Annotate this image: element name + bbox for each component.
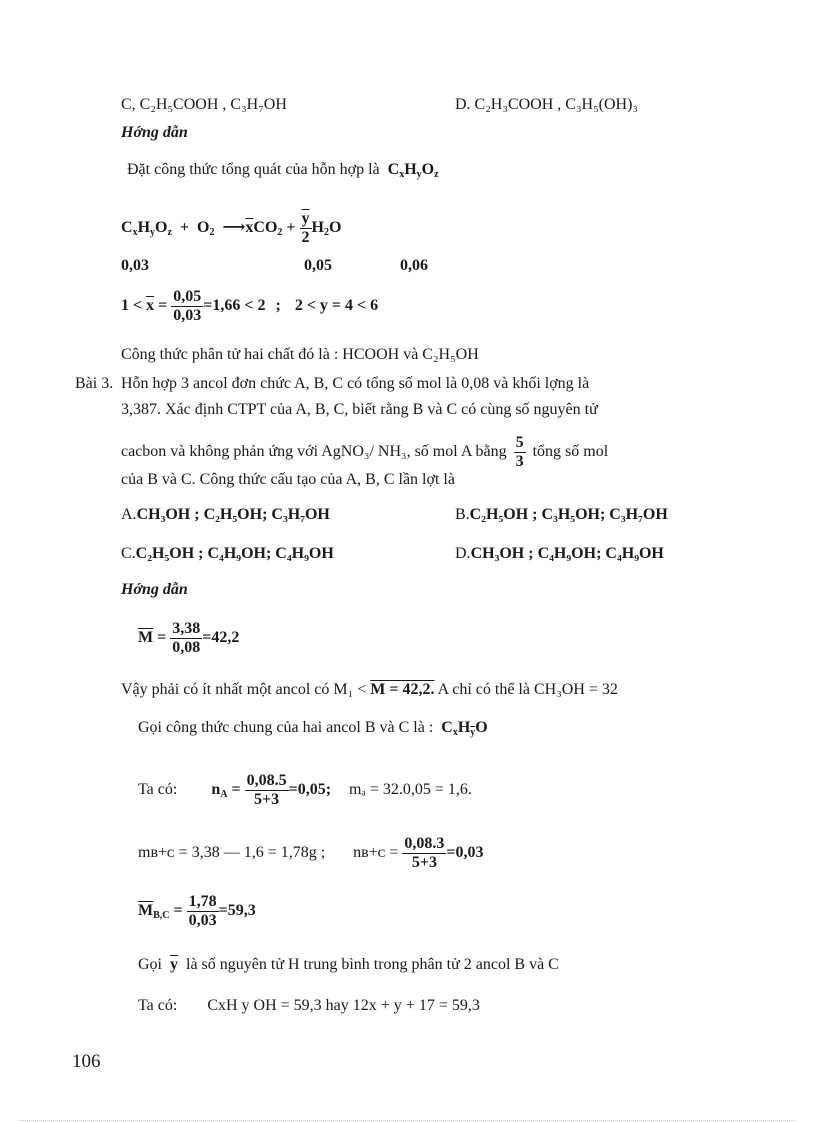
intro-text: Đặt công thức tổng quát của hỗn hợp là $C_xH_yO_z$ xyxy=(127,161,439,180)
answer-option-d: D.CH₃OH ; C₄H₉OH; C₄H₉OH xyxy=(455,545,664,562)
page-bottom-divider xyxy=(20,1120,796,1121)
option-d: D. C₂H₃COOH , C₃H₅(OH)₃ xyxy=(455,96,638,113)
solution-guide-label: Hớng dẫn xyxy=(121,581,188,598)
line-vay: Vậy phải có ít nhất một ancol có M₁ < M = 42,2. A chỉ có thể là CH₃OH = 32 xyxy=(121,681,618,698)
mol-3: 0,06 xyxy=(400,257,428,274)
m-average-equation: $\overline{M}$ = $\frac{3,38}{0,08}$ =42,2 xyxy=(138,620,240,656)
mol-1: 0,03 xyxy=(121,257,149,274)
problem-line-4: của B và C. Công thức cấu tạo của A, B, C lần lợt là xyxy=(121,471,455,488)
guide-label: Hớng dẫn xyxy=(121,124,188,141)
mbc-average-equation: $\overline{M}_{B,C}$ = $\frac{1,78}{0,03}$ =59,3 xyxy=(138,893,256,929)
problem-line-1: Hỗn hợp 3 ancol đơn chức A, B, C có tổng số mol là 0,08 và khối lợng là xyxy=(121,375,590,392)
na-equation: Ta có: $n_A$ = $\frac{0,08.5}{5+3}$ =0,05; mₐ = 32.0,05 = 1,6. xyxy=(138,772,472,808)
page-number: 106 xyxy=(72,1051,101,1072)
final-equation: Ta có: CxH y OH = 59,3 hay 12x + y + 17 = 59,3 xyxy=(138,997,480,1014)
mbc-equation: mʙ+ᴄ = 3,38 — 1,6 = 1,78g ; nʙ+ᴄ = $\frac{0,08.3}{5+3}$ =0,03 xyxy=(138,835,484,871)
problem-line-2: 3,387. Xác định CTPT của A, B, C, biết rằng B và C có cùng số nguyên tử xyxy=(121,401,598,418)
answer-option-b: B.C₂H₅OH ; C₃H₅OH; C₃H₇OH xyxy=(455,506,668,523)
option-c: C, C₂H₅COOH , C₃H₇OH xyxy=(121,96,287,113)
answer-option-c: C.C₂H₅OH ; C₄H₉OH; C₄H₉OH xyxy=(121,545,334,562)
line-goi: Gọi công thức chung của hai ancol B và C là : $C_xH_{\overline{y}}O$ xyxy=(138,719,488,738)
problem-label: Bài 3. xyxy=(75,375,114,392)
answer-option-a: A.CH₃OH ; C₂H₅OH; C₃H₇OH xyxy=(121,506,330,523)
mol-2: 0,05 xyxy=(304,257,332,274)
conclusion: Công thức phân tử hai chất đó là : HCOOH và C₂H₅OH xyxy=(121,346,479,363)
line-goi-y: Gọi $\overline{y}$ là số nguyên tử H trung bình trong phân tử 2 ancol B và C xyxy=(138,956,559,973)
problem-line-3: cacbon và không phản ứng với AgNO₃/ NH₃, số mol A bằng $\frac{5}{3}$ tổng số mol xyxy=(121,434,609,470)
reaction-equation: $C_xH_yO_z + O_2$ $⟶\overline{x}CO_2$ + $\frac{\overline{y}}{2}$ $H_2O$ xyxy=(121,210,342,246)
x-bar-equation: $1 < \overline{x}$ = $\frac{0,05}{0,03}$ =1,66 < 2 ; 2 < y = 4 < 6 xyxy=(121,288,379,324)
